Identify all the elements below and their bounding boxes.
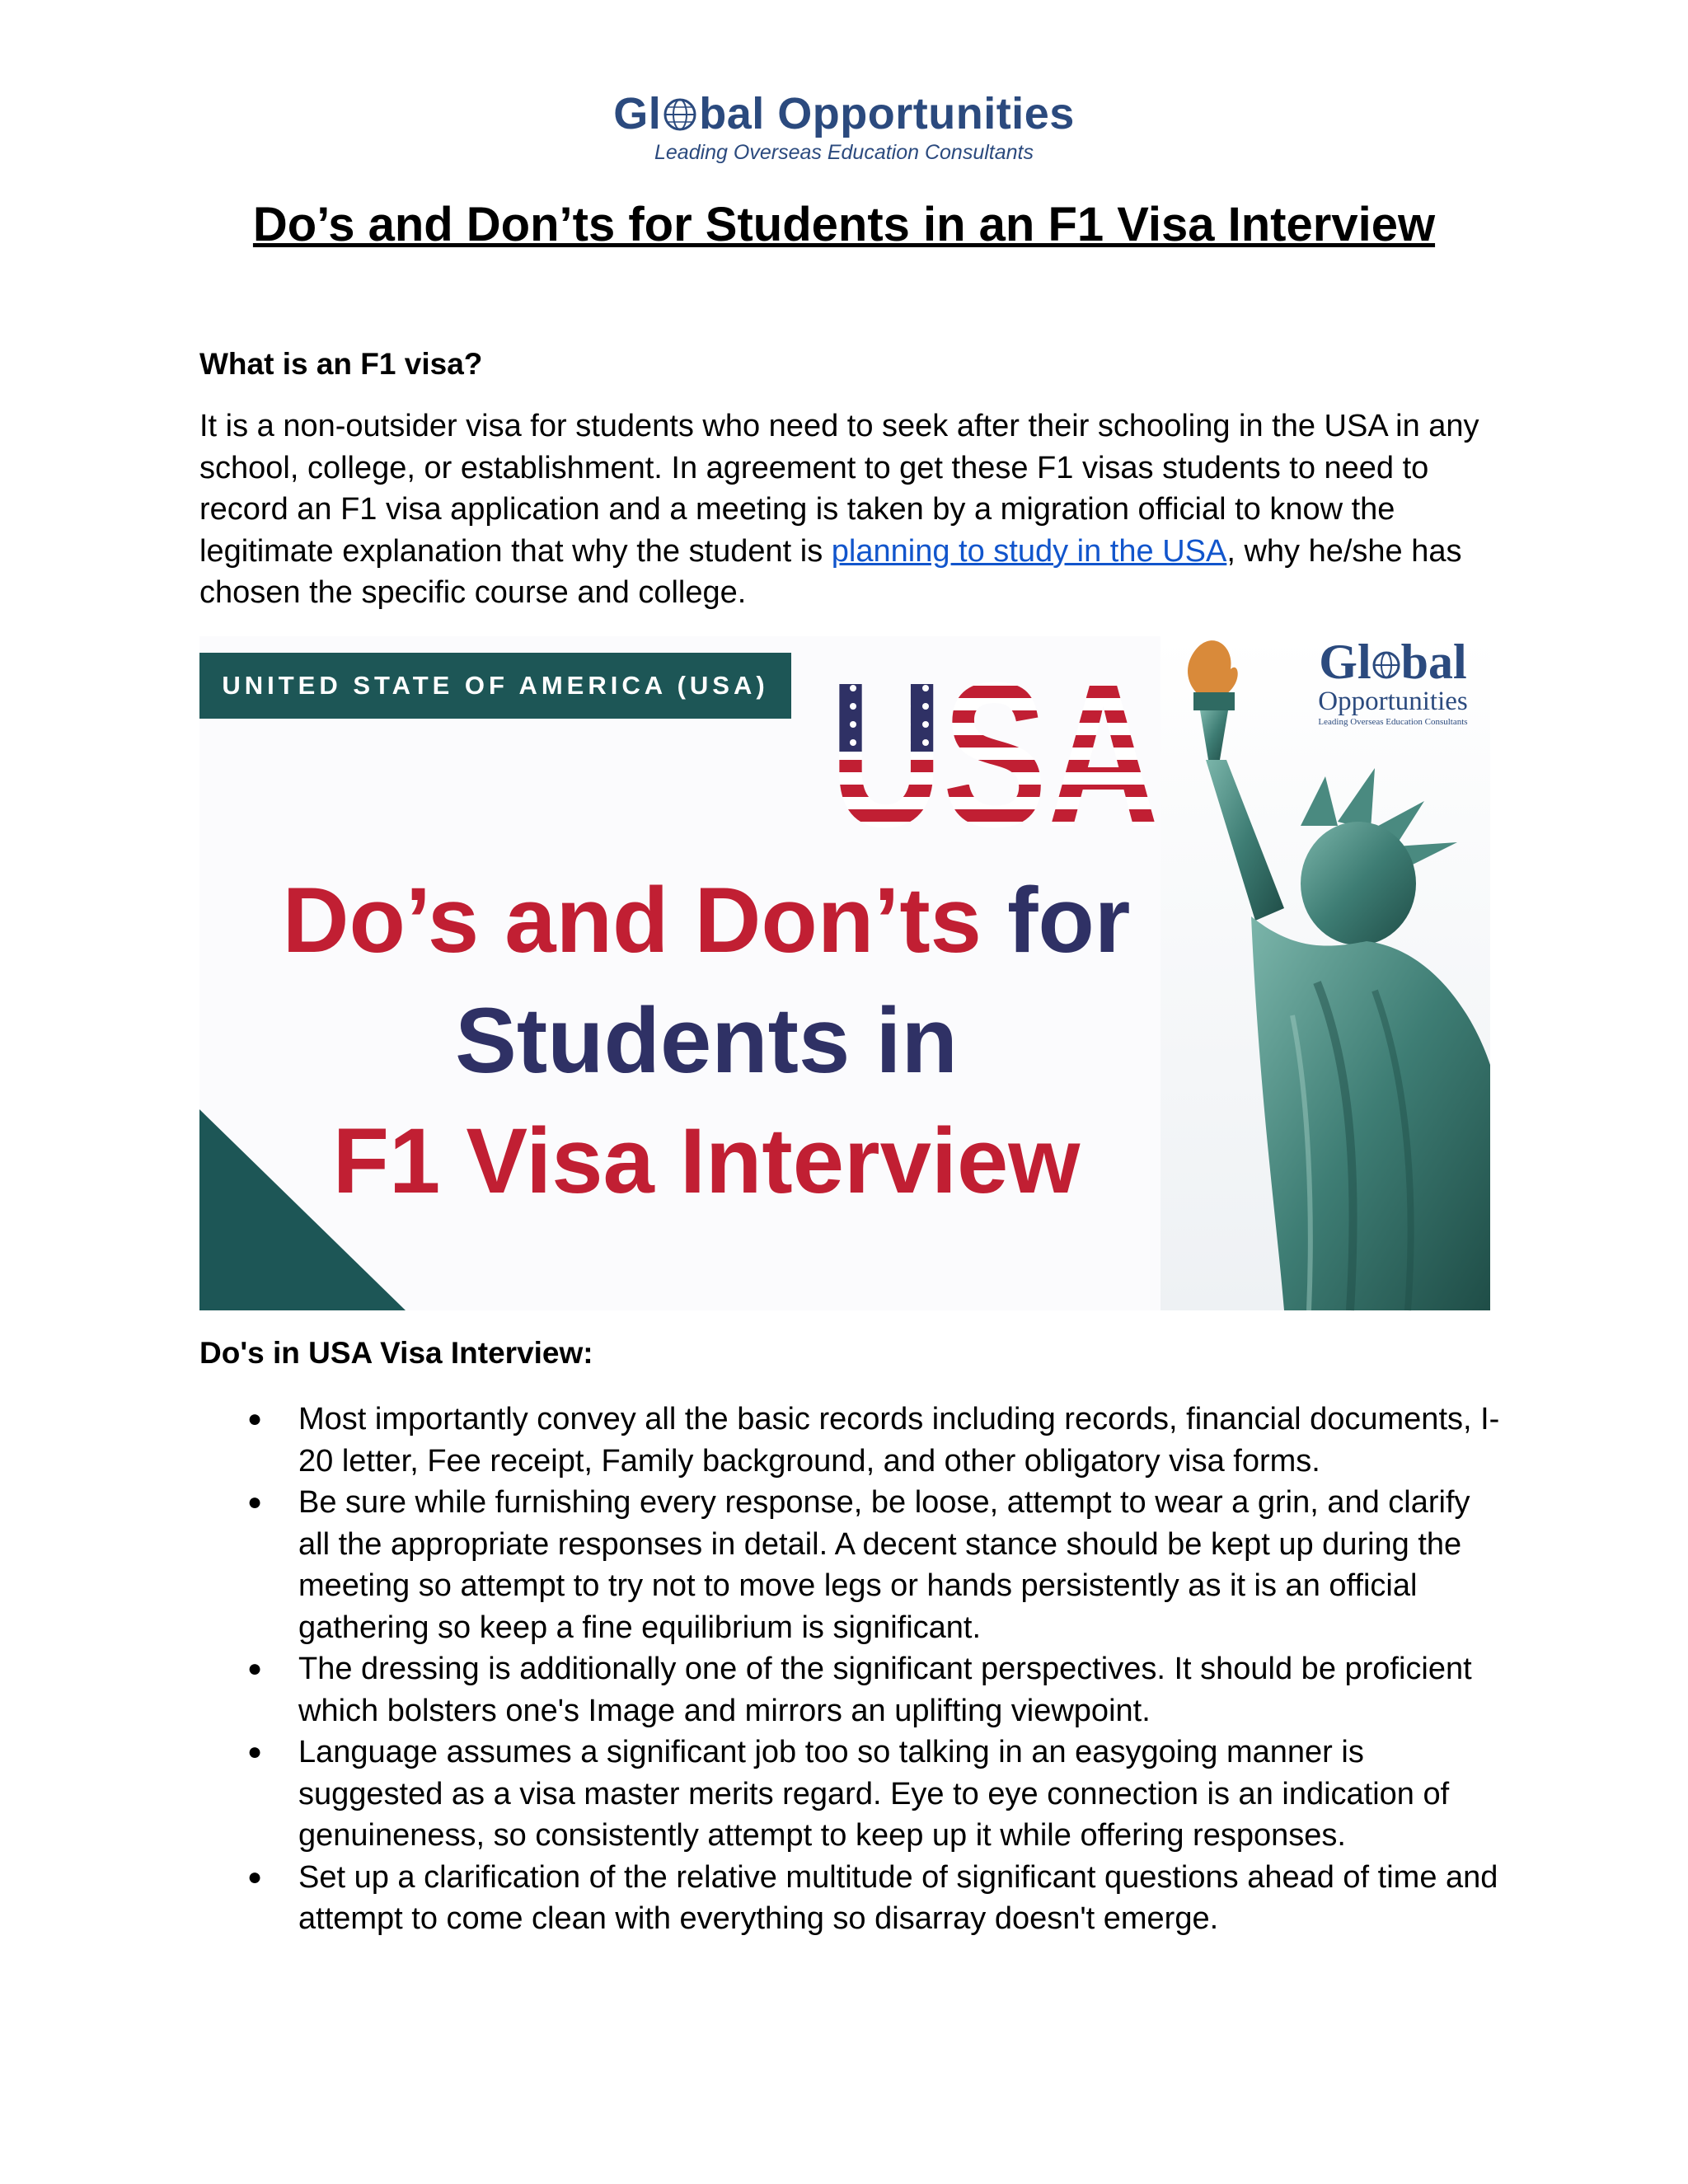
- list-item-text: Set up a clarification of the relative multitude of significant questions ahead of time and attempt to come clean with everything so disarray doesn't emerge.: [298, 1859, 1498, 1936]
- list-item: [199, 1857, 1502, 1940]
- statue-of-liberty-image: [1160, 636, 1490, 1310]
- logo-name-part1: Gl: [613, 89, 662, 138]
- logo-name-part2: bal Opportunities: [699, 89, 1075, 138]
- banner-logo-subtitle: Opportunities: [1318, 687, 1468, 716]
- list-item-text: Most importantly convey all the basic records including records, financial documents, I-20 letter, Fee receipt, Family background, and other obligatory visa forms.: [298, 1402, 1500, 1479]
- bullet-icon: ●: [247, 1488, 263, 1516]
- list-item-text: The dressing is additionally one of the significant perspectives. It should be proficient which bolsters one's Image and mirrors an uplifting viewpoint.: [298, 1652, 1472, 1728]
- banner-logo-wordmark: [1302, 636, 1484, 687]
- intro-text-before-link: It is a non-outsider visa for students who need to seek after their schooling in the USA in any school, college, or establishment. In agreement to get these F1 visas students to need to record an F1 visa application and a meeting is taken by a migration official to know the legitimate explanation that why the student is: [199, 409, 1479, 569]
- globe-icon: [663, 97, 697, 132]
- banner-logo-name-part1: Gl: [1319, 635, 1372, 689]
- list-item-text: Language assumes a significant job too so talking in an easygoing manner is suggested as a visa master merits regard. Eye to eye connection is an indication of genuineness, so consistently attempt to keep up it while offering responses.: [298, 1735, 1450, 1853]
- list-item-text: Be sure while furnishing every response, be loose, attempt to wear a grin, and clarify all the appropriate responses in detail. A decent stance should be kept up during the meeting so attempt to try not to move legs or hands persistently as it is an official gathering so keep a fine equilibrium is significant.: [298, 1485, 1470, 1645]
- banner-image: [199, 636, 1490, 1310]
- bullet-icon: ●: [247, 1863, 263, 1891]
- bullet-icon: ●: [247, 1738, 263, 1765]
- banner-logo-tagline: Leading Overseas Education Consultants: [1318, 717, 1468, 727]
- banner-headline-red-part: Do’s and Don’ts: [282, 869, 1008, 972]
- intro-text-after-link: , why he/she has chosen the specific course and college.: [199, 533, 1462, 610]
- bullet-icon: ●: [247, 1405, 263, 1432]
- bullet-icon: ●: [247, 1655, 263, 1682]
- teal-triangle-decoration: [199, 1109, 406, 1310]
- dos-list: [199, 1399, 1502, 1940]
- list-item: [199, 1732, 1502, 1857]
- banner-headline-line1: [199, 867, 1213, 974]
- banner-logo: [1302, 636, 1484, 729]
- list-item: [199, 1399, 1502, 1482]
- header-logo: [0, 89, 1688, 165]
- section-heading-dos: Do's in USA Visa Interview:: [199, 1336, 593, 1370]
- banner-logo-name-part2: bal: [1400, 635, 1467, 689]
- banner-headline-line2: Students in: [455, 989, 958, 1092]
- intro-paragraph: [199, 405, 1502, 614]
- list-item: [199, 1482, 1502, 1648]
- logo-tagline: Leading Overseas Education Consultants: [654, 141, 1034, 164]
- page-title: Do’s and Don’ts for Students in an F1 Visa Interview: [252, 198, 1436, 251]
- banner-globe-icon: [1372, 650, 1401, 680]
- planning-to-study-link[interactable]: planning to study in the USA: [831, 533, 1227, 569]
- section-heading-what-is-f1: What is an F1 visa?: [199, 347, 483, 381]
- banner-country-strip: UNITED STATE OF AMERICA (USA): [199, 653, 791, 719]
- banner-headline-navy-part: for: [1007, 869, 1131, 972]
- list-item: [199, 1648, 1502, 1732]
- banner-headline-line3: F1 Visa Interview: [332, 1109, 1081, 1212]
- usa-flag-lettering: [826, 661, 1164, 838]
- logo-wordmark: [0, 89, 1688, 138]
